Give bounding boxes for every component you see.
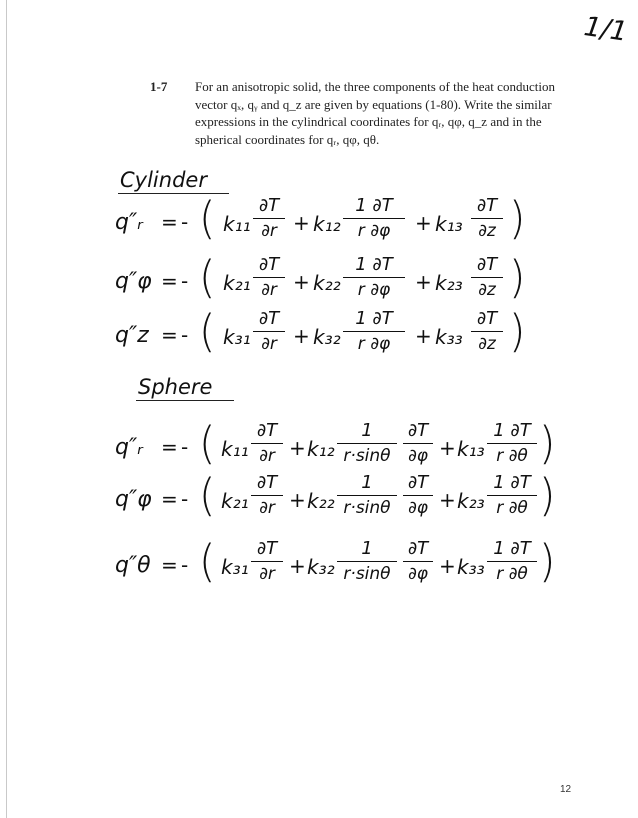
sphere-eq-theta xyxy=(115,536,560,598)
close-paren: ) xyxy=(539,469,556,522)
minus-sign: - xyxy=(181,269,189,293)
fraction-1-over-r-sin-theta: 1 r·sinθ xyxy=(337,472,397,519)
cylinder-eq-z xyxy=(115,306,545,368)
plus-sign: + xyxy=(289,436,306,460)
plus-sign: + xyxy=(289,554,306,578)
open-paren: ( xyxy=(199,417,216,470)
fraction-dT-dz: ∂T ∂z xyxy=(471,254,503,301)
fraction-dT-dz: ∂T ∂z xyxy=(471,308,503,355)
fraction-1-r-dT-dphi: 1 ∂T r ∂φ xyxy=(343,254,405,301)
fraction-1-r-dT-dphi: 1 ∂T r ∂φ xyxy=(343,195,405,242)
page-number: 12 xyxy=(560,784,572,795)
close-paren: ) xyxy=(509,305,526,358)
plus-sign: + xyxy=(439,488,456,512)
plus-sign: + xyxy=(293,211,310,235)
coef-k31: k₃₁ xyxy=(221,555,249,579)
plus-sign: + xyxy=(415,324,432,348)
coef-k33: k₃₃ xyxy=(435,325,463,349)
coef-k22: k₂₂ xyxy=(313,271,341,295)
plus-sign: + xyxy=(439,554,456,578)
lhs-q-phi: q″φ xyxy=(115,487,152,512)
coef-k33: k₃₃ xyxy=(457,555,485,579)
coef-k13: k₁₃ xyxy=(435,212,463,236)
cylinder-heading: Cylinder xyxy=(118,168,229,194)
lhs-q-phi: q″φ xyxy=(115,269,152,294)
cylinder-eq-phi xyxy=(115,252,545,314)
equals-sign: = xyxy=(161,435,178,459)
coef-k21: k₂₁ xyxy=(221,489,249,513)
coef-k21: k₂₁ xyxy=(223,271,251,295)
open-paren: ( xyxy=(199,469,216,522)
fraction-1-over-r-sin-theta: 1 r·sinθ xyxy=(337,420,397,467)
close-paren: ) xyxy=(509,251,526,304)
close-paren: ) xyxy=(539,417,556,470)
equals-sign: = xyxy=(161,210,178,234)
page-margin-rule xyxy=(6,0,7,818)
minus-sign: - xyxy=(181,323,189,347)
coef-k32: k₃₂ xyxy=(313,325,341,349)
equals-sign: = xyxy=(161,487,178,511)
equals-sign: = xyxy=(161,553,178,577)
lhs-q-r: q″ᵣ xyxy=(115,210,143,235)
fraction-dT-dr: ∂T ∂r xyxy=(251,472,283,519)
plus-sign: + xyxy=(293,270,310,294)
minus-sign: - xyxy=(181,210,189,234)
sphere-eq-phi xyxy=(115,470,560,532)
problem-number: 1-7 xyxy=(150,79,168,94)
fraction-dT-dz: ∂T ∂z xyxy=(471,195,503,242)
fraction-dT-dr: ∂T ∂r xyxy=(251,538,283,585)
open-paren: ( xyxy=(199,305,216,358)
minus-sign: - xyxy=(181,553,189,577)
minus-sign: - xyxy=(181,487,189,511)
coef-k32: k₃₂ xyxy=(307,555,335,579)
lhs-q-r: q″ᵣ xyxy=(115,435,143,460)
coef-k22: k₂₂ xyxy=(307,489,335,513)
coef-k31: k₃₁ xyxy=(223,325,251,349)
coef-k23: k₂₃ xyxy=(457,489,485,513)
minus-sign: - xyxy=(181,435,189,459)
fraction-dT-dphi: ∂T ∂φ xyxy=(403,472,433,519)
close-paren: ) xyxy=(509,192,526,245)
fraction-dT-dr: ∂T ∂r xyxy=(253,195,285,242)
lhs-q-theta: q″θ xyxy=(115,553,151,578)
open-paren: ( xyxy=(199,192,216,245)
page-count-mark: 1/1 xyxy=(582,11,630,48)
fraction-1-r-dT-dtheta: 1 ∂T r ∂θ xyxy=(487,472,537,519)
close-paren: ) xyxy=(539,535,556,588)
problem-statement xyxy=(150,78,570,148)
fraction-1-r-dT-dtheta: 1 ∂T r ∂θ xyxy=(487,420,537,467)
equals-sign: = xyxy=(161,269,178,293)
coef-k11: k₁₁ xyxy=(223,212,251,236)
plus-sign: + xyxy=(289,488,306,512)
fraction-dT-dphi: ∂T ∂φ xyxy=(403,538,433,585)
fraction-dT-dphi: ∂T ∂φ xyxy=(403,420,433,467)
equals-sign: = xyxy=(161,323,178,347)
plus-sign: + xyxy=(415,270,432,294)
plus-sign: + xyxy=(293,324,310,348)
fraction-1-r-dT-dtheta: 1 ∂T r ∂θ xyxy=(487,538,537,585)
plus-sign: + xyxy=(439,436,456,460)
problem-text: For an anisotropic solid, the three components of the heat conduction vector qₓ, qᵧ and q_z are given by equations (1-80). Write the similar expressions in the cylindrical coordinates for qᵣ, qφ, q_z and in the spherical coordinates for qᵣ, qφ, qθ. xyxy=(195,79,555,147)
open-paren: ( xyxy=(199,535,216,588)
plus-sign: + xyxy=(415,211,432,235)
sphere-heading: Sphere xyxy=(136,375,234,401)
open-paren: ( xyxy=(199,251,216,304)
coef-k11: k₁₁ xyxy=(221,437,249,461)
fraction-1-r-dT-dphi: 1 ∂T r ∂φ xyxy=(343,308,405,355)
fraction-1-over-r-sin-theta: 1 r·sinθ xyxy=(337,538,397,585)
fraction-dT-dr: ∂T ∂r xyxy=(253,308,285,355)
coef-k23: k₂₃ xyxy=(435,271,463,295)
lhs-q-z: q″z xyxy=(115,323,149,348)
coef-k12: k₁₂ xyxy=(307,437,335,461)
coef-k12: k₁₂ xyxy=(313,212,341,236)
cylinder-eq-r xyxy=(115,193,545,255)
fraction-dT-dr: ∂T ∂r xyxy=(253,254,285,301)
fraction-dT-dr: ∂T ∂r xyxy=(251,420,283,467)
coef-k13: k₁₃ xyxy=(457,437,485,461)
